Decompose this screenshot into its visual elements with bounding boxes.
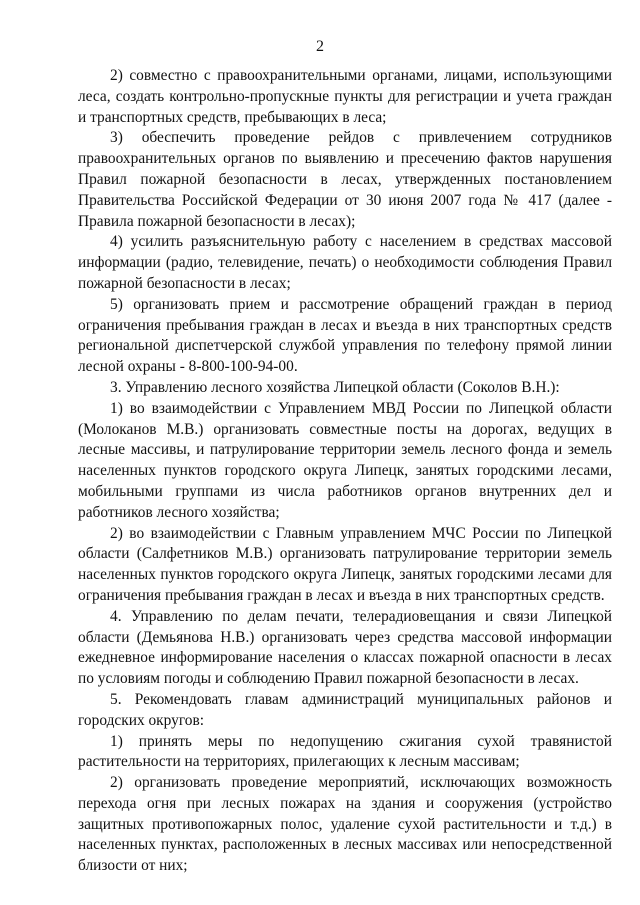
paragraph-4: 4. Управлению по делам печати, телерадиовещания и связи Липецкой области (Демьянова Н.В.) организовать через средства массовой информации ежедневное информирование населения о классах пожарной опасности в лесах по условиям погоды и соблюдению Правил пожарной безопасности в лесах. <box>78 607 612 688</box>
paragraph-2-3: 3) обеспечить проведение рейдов с привлечением сотрудников правоохранительных органов по выявлению и пресечению фактов нарушения Правил пожарной безопасности в лесах, утвержденных постановлением Правительства Российской Федерации от 30 июня 2007 года № 417 (далее - Правила пожарной безопасности в лесах); <box>78 129 612 230</box>
page-number: 2 <box>316 38 324 55</box>
paragraph-3-2: 2) во взаимодействии с Главным управлением МЧС России по Липецкой области (Салфетников М.В.) организовать патрулирование территории земель населенных пунктов городского округа Липецк, занятых городскими лесами для ограничения пребывания граждан в лесах и въезда в них транспортных средств. <box>78 524 612 604</box>
document-body <box>78 66 612 877</box>
paragraph-2-2: 2) совместно с правоохранительными органами, лицами, использующими леса, создать контрольно-пропускные пункты для регистрации и учета граждан и транспортных средств, пребывающих в леса; <box>78 67 612 126</box>
paragraph-2-4: 4) усилить разъяснительную работу с населением в средствах массовой информации (радио, телевидение, печать) о необходимости соблюдения Правил пожарной безопасности в лесах; <box>78 233 612 292</box>
paragraph-3: 3. Управлению лесного хозяйства Липецкой области (Соколов В.Н.): <box>110 378 560 396</box>
paragraph-5-2: 2) организовать проведение мероприятий, исключающих возможность перехода огня при лесных пожарах на здания и сооружения (устройство защитных противопожарных полос, удаление сухой растительности и т.д.) в населенных пунктах, расположенных в лесных массивах или непосредственной близости от них; <box>78 774 612 875</box>
paragraph-3-1: 1) во взаимодействии с Управлением МВД России по Липецкой области (Молоканов М.В.) организовать совместные посты на дорогах, ведущих в лесные массивы, и патрулирование территории земель лесного фонда и земель населенных пунктов городского округа Липецк, занятых городскими лесами, мобильными группами из числа работников органов внутренних дел и работников лесного хозяйства; <box>78 399 612 521</box>
paragraph-5: 5. Рекомендовать главам администраций муниципальных районов и городских округов: <box>78 690 612 729</box>
paragraph-2-5: 5) организовать прием и рассмотрение обращений граждан в период ограничения пребывания граждан в лесах и въезда в них транспортных средств региональной диспетчерской службой управления по телефону прямой линии лесной охраны - 8-800-100-94-00. <box>78 295 612 376</box>
paragraph-5-1: 1) принять меры по недопущению сжигания сухой травянистой растительности на территориях, прилегающих к лесным массивам; <box>78 732 612 771</box>
